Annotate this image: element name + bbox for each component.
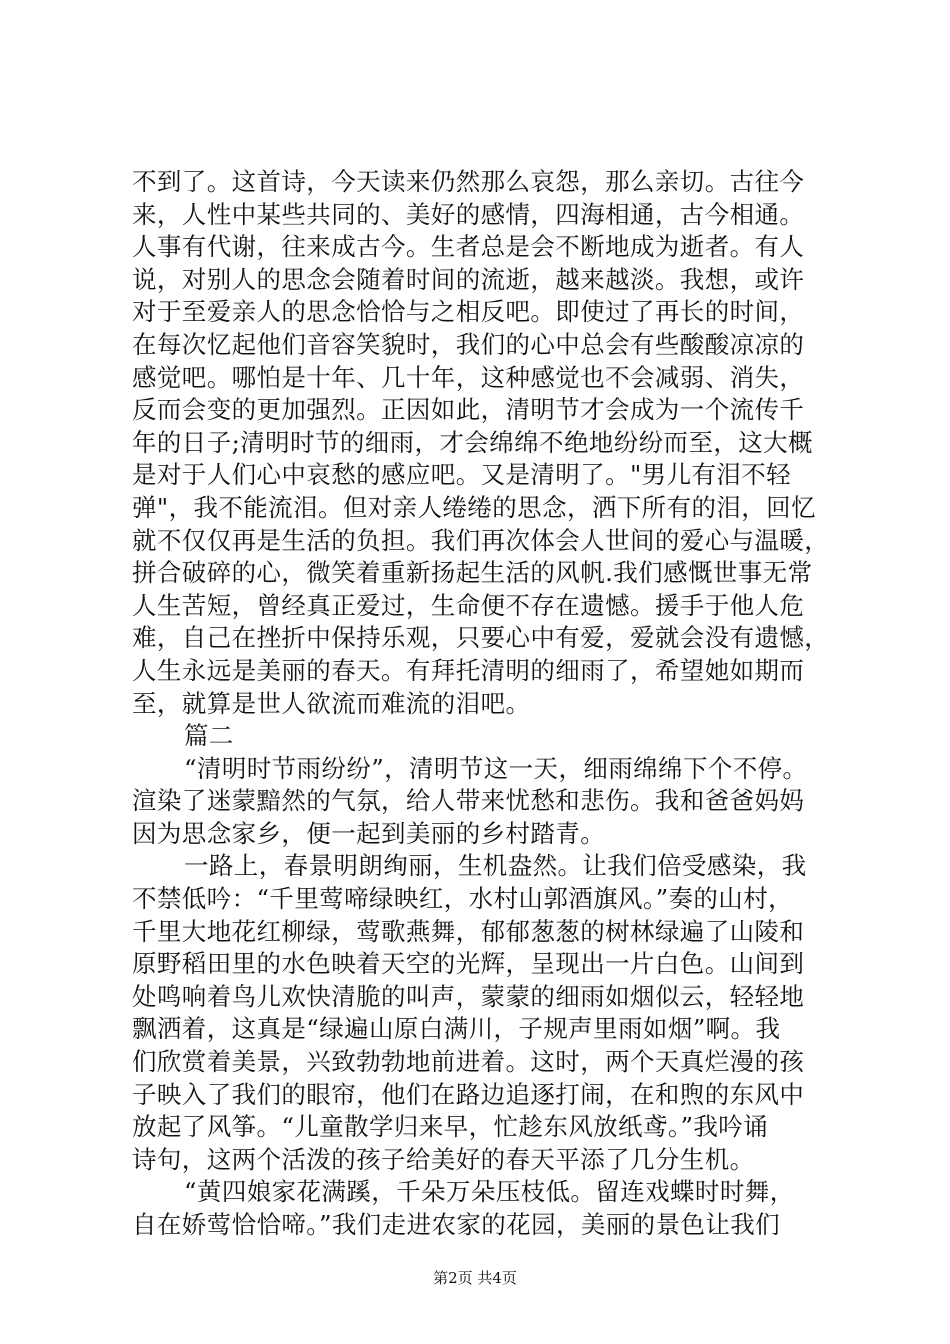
text-line: 在每次忆起他们音容笑貌时，我们的心中总会有些酸酸凉凉的 [132, 329, 805, 359]
text-line: 们欣赏着美景，兴致勃勃地前进着。这时，两个天真烂漫的孩 [132, 1047, 805, 1077]
text-line: 至，就算是世人欲流而难流的泪吧。 [132, 688, 531, 718]
text-line: 不禁低吟：“千里莺啼绿映红，水村山郭酒旗风。”奏的山村， [132, 884, 793, 914]
text-line: 飘洒着，这真是“绿遍山原白满川，子规声里雨如烟”啊。我 [132, 1014, 781, 1044]
text-line: 是对于人们心中哀愁的感应吧。又是清明了。"男儿有泪不轻 [132, 460, 792, 490]
text-line: 来，人性中某些共同的、美好的感情，四海相通，古今相通。 [132, 199, 805, 229]
text-line: 感觉吧。哪怕是十年、几十年，这种感觉也不会减弱、消失， [132, 362, 805, 392]
text-line: “清明时节雨纷纷”，清明节这一天，细雨绵绵下个不停。 [184, 753, 808, 783]
text-line: 对于至爱亲人的思念恰恰与之相反吧。即使过了再长的时间， [132, 297, 805, 327]
text-line: “黄四娘家花满蹊，千朵万朵压枝低。留连戏蝶时时舞， [184, 1177, 795, 1207]
text-line: 原野稻田里的水色映着天空的光辉，呈现出一片白色。山间到 [132, 949, 805, 979]
text-line: 一路上，春景明朗绚丽，生机盎然。让我们倍受感染，我 [184, 851, 807, 881]
text-line: 渲染了迷蒙黯然的气氛，给人带来忧愁和悲伤。我和爸爸妈妈 [132, 786, 805, 816]
text-line: 放起了风筝。“儿童散学归来早，忙趁东风放纸鸢。”我吟诵 [132, 1112, 769, 1142]
text-line: 人生苦短，曾经真正爱过，生命便不存在遗憾。援手于他人危 [132, 590, 805, 620]
text-line: 人生永远是美丽的春天。有拜托清明的细雨了，希望她如期而 [132, 655, 805, 685]
text-line: 因为思念家乡，便一起到美丽的乡村踏青。 [132, 818, 606, 848]
text-line: 年的日子;清明时节的细雨，才会绵绵不绝地纷纷而至，这大概 [132, 427, 813, 457]
text-line: 诗句，这两个活泼的孩子给美好的春天平添了几分生机。 [132, 1144, 755, 1174]
text-line: 自在娇莺恰恰啼。”我们走进农家的花园，美丽的景色让我们 [132, 1210, 781, 1239]
text-line: 子映入了我们的眼帘，他们在路边追逐打闹，在和煦的东风中 [132, 1079, 805, 1109]
text-line: 篇二 [184, 721, 234, 751]
text-line: 拼合破碎的心，微笑着重新扬起生活的风帆.我们感慨世事无常 [132, 558, 813, 588]
text-line: 难，自己在挫折中保持乐观，只要心中有爱，爱就会没有遗憾， [132, 623, 830, 653]
text-line: 说，对别人的思念会随着时间的流逝，越来越淡。我想，或许 [132, 264, 805, 294]
text-line: 反而会变的更加强烈。正因如此，清明节才会成为一个流传千 [132, 395, 805, 425]
text-line: 不到了。这首诗，今天读来仍然那么哀怨，那么亲切。古往今 [132, 167, 805, 196]
text-line: 弹"，我不能流泪。但对亲人绻绻的思念，洒下所有的泪，回忆 [132, 492, 816, 522]
text-line: 处鸣响着鸟儿欢快清脆的叫声，蒙蒙的细雨如烟似云，轻轻地 [132, 981, 805, 1011]
text-line: 就不仅仅再是生活的负担。我们再次体会人世间的爱心与温暖， [132, 525, 830, 555]
document-body [132, 166, 832, 1242]
page-footer: 第2页 共4页 [433, 1269, 517, 1287]
text-line: 千里大地花红柳绿，莺歌燕舞，郁郁葱葱的树林绿遍了山陵和 [132, 916, 805, 946]
text-line: 人事有代谢，往来成古今。生者总是会不断地成为逝者。有人 [132, 232, 805, 262]
